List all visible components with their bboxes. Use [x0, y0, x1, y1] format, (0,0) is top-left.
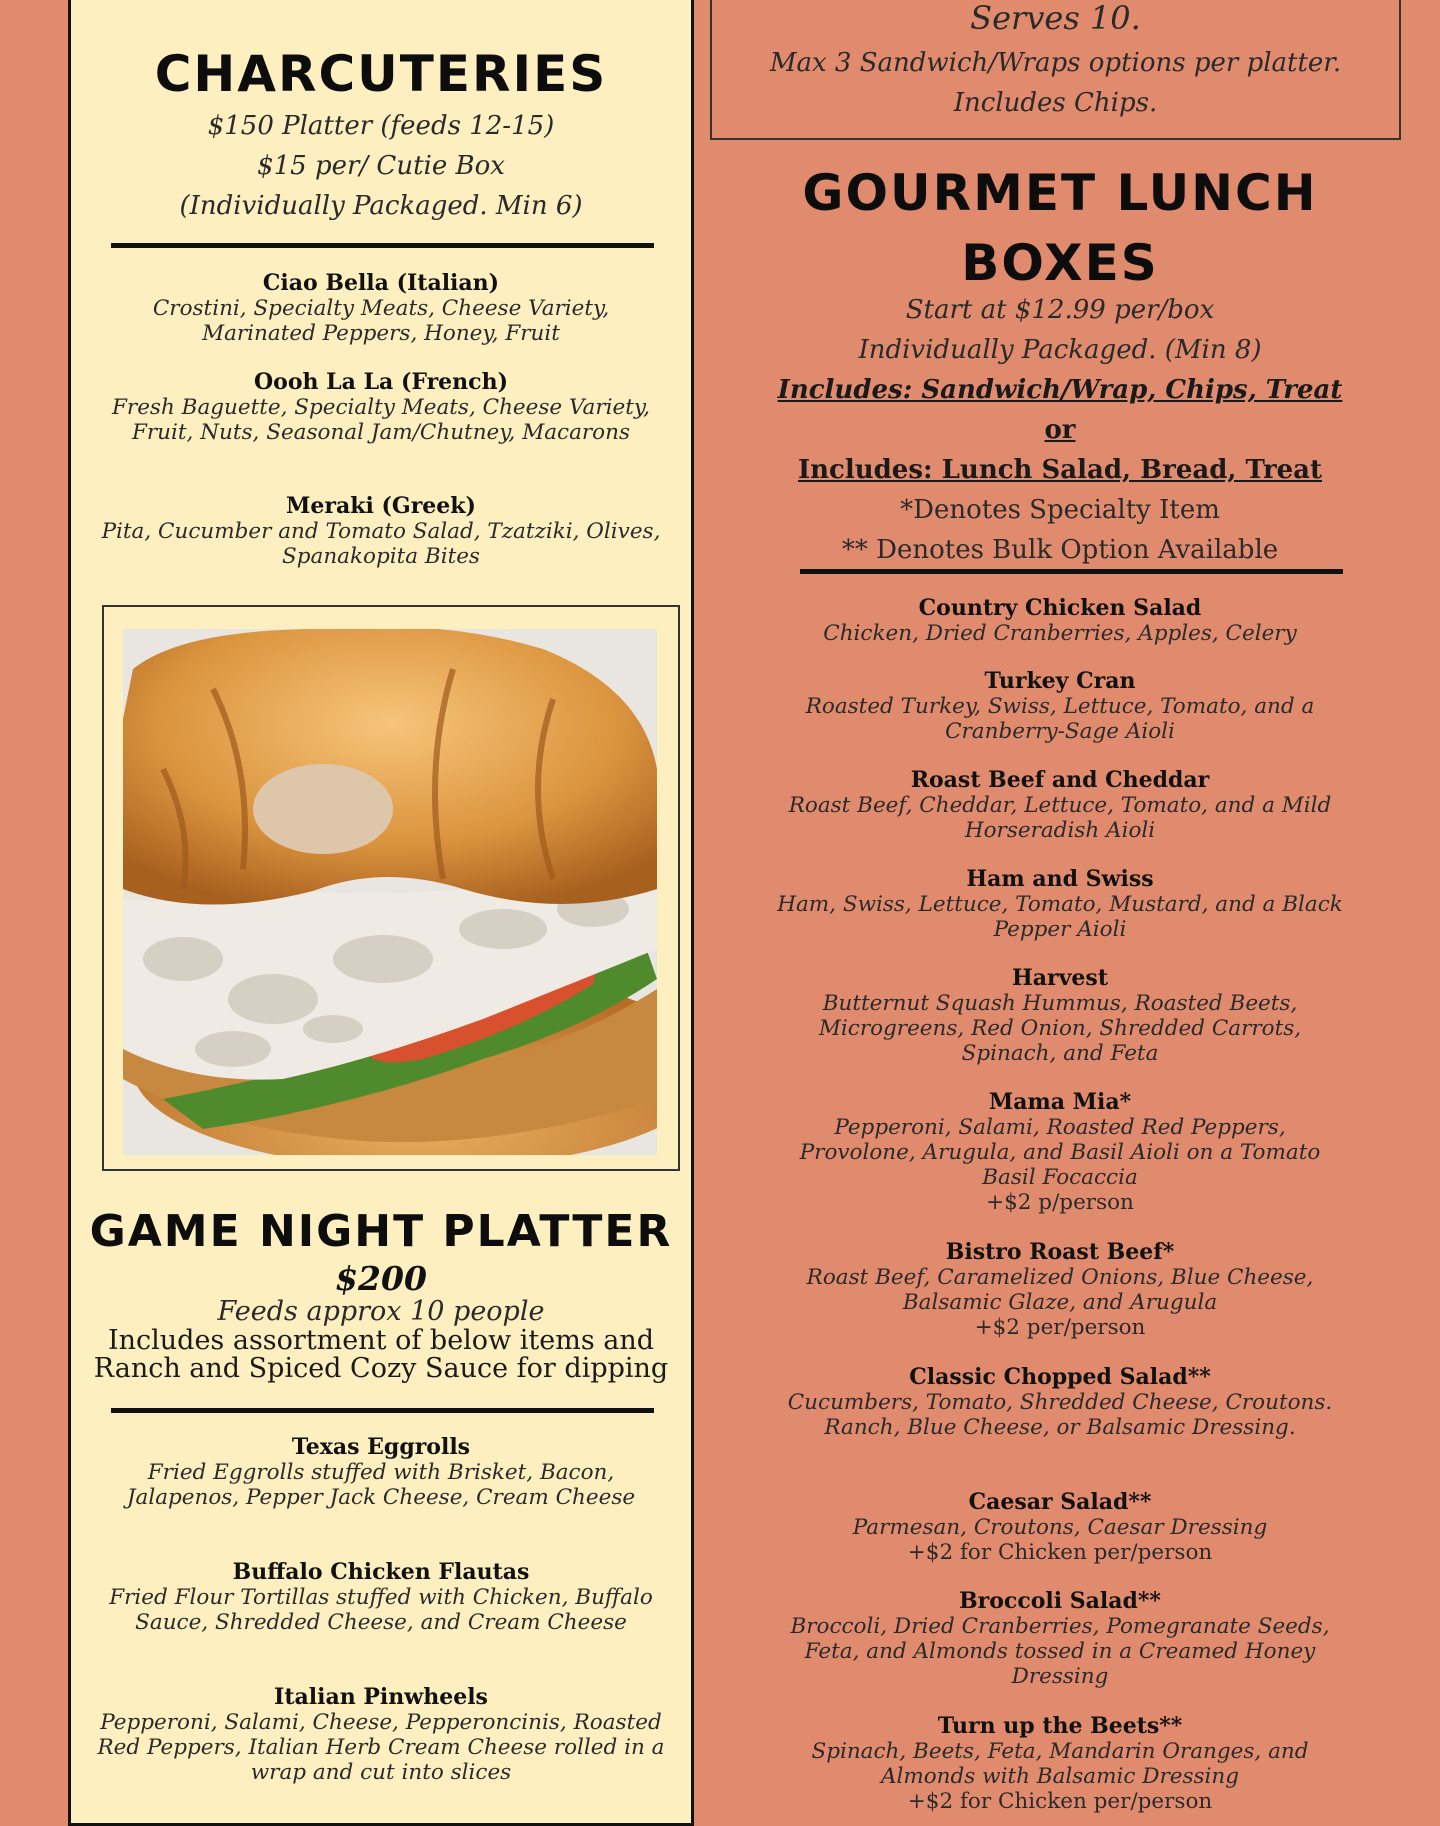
menu-item-desc: Pita, Cucumber and Tomato Salad, Tzatziki, Olives, [101, 519, 661, 544]
menu-item-roast-beef-cheddar [750, 768, 1370, 843]
gourmet-or: or [1044, 415, 1076, 445]
left-menu-panel [68, 0, 694, 1826]
gourmet-heading-line: BOXES [961, 234, 1159, 292]
menu-item-name: Country Chicken Salad [918, 595, 1202, 621]
menu-item-turkey-cran [750, 669, 1370, 744]
menu-item-ham-and-swiss [750, 867, 1370, 942]
sandwich-platter-box [710, 0, 1401, 140]
menu-item-desc: Sauce, Shredded Cheese, and Cream Cheese [135, 1610, 627, 1635]
charcuteries-heading: CHARCUTERIES [154, 45, 608, 103]
menu-item-desc: Dressing [1011, 1664, 1109, 1689]
menu-item-desc: Broccoli, Dried Cranberries, Pomegranate Seeds, [790, 1614, 1330, 1639]
menu-item-desc: Chicken, Dried Cranberries, Apples, Celery [823, 621, 1297, 646]
menu-item-name: Broccoli Salad** [959, 1588, 1161, 1614]
menu-item-desc: Almonds with Balsamic Dressing [880, 1764, 1240, 1789]
menu-item-italian-pinwheels [81, 1685, 681, 1785]
menu-item-harvest [750, 966, 1370, 1066]
gourmet-includes-option-2: Includes: Lunch Salad, Bread, Treat [797, 455, 1323, 485]
menu-item-desc: Spinach, and Feta [961, 1041, 1159, 1066]
menu-item-name: Mama Mia* [988, 1089, 1132, 1115]
menu-item-bistro-roast-beef [750, 1240, 1370, 1341]
menu-item-meraki [81, 494, 681, 569]
photo-frame [102, 605, 680, 1171]
menu-item-desc: Horseradish Aioli [964, 818, 1156, 843]
game-night-desc-line: Ranch and Spiced Cozy Sauce for dipping [93, 1353, 669, 1384]
menu-item-caesar-salad [750, 1490, 1370, 1566]
charcuteries-price-line: $150 Platter (feeds 12-15) [207, 111, 555, 141]
menu-item-texas-eggrolls [81, 1435, 681, 1510]
menu-item-name: Ciao Bella (Italian) [262, 270, 500, 296]
specialty-note: *Denotes Specialty Item [900, 495, 1220, 525]
menu-item-desc: Fried Eggrolls stuffed with Brisket, Bacon, [147, 1460, 615, 1485]
gourmet-includes-option-1: Includes: Sandwich/Wrap, Chips, Treat [777, 375, 1343, 405]
menu-item-desc: Fresh Baguette, Specialty Meats, Cheese Variety, [112, 395, 650, 420]
menu-item-upcharge: +$2 for Chicken per/person [907, 1540, 1213, 1565]
menu-item-name: Harvest [1012, 965, 1108, 991]
menu-item-desc: Basil Focaccia [982, 1165, 1138, 1190]
menu-item-desc: Butternut Squash Hummus, Roasted Beets, [822, 991, 1298, 1016]
right-menu-panel [700, 0, 1440, 1814]
game-night-desc-line: Includes assortment of below items and [107, 1325, 655, 1356]
menu-item-desc: wrap and cut into slices [250, 1760, 512, 1785]
menu-item-buffalo-chicken-flautas [81, 1560, 681, 1635]
menu-item-desc: Cucumbers, Tomato, Shredded Cheese, Croutons. [787, 1390, 1333, 1415]
gourmet-start-price: Start at $12.99 per/box [905, 295, 1215, 325]
menu-item-desc: Fried Flour Tortillas stuffed with Chicken, Buffalo [109, 1585, 653, 1610]
menu-item-desc: Red Peppers, Italian Herb Cream Cheese rolled in a [97, 1735, 665, 1760]
menu-item-desc: Roasted Turkey, Swiss, Lettuce, Tomato, and a [805, 694, 1315, 719]
menu-item-name: Buffalo Chicken Flautas [232, 1559, 530, 1585]
menu-item-upcharge: +$2 per/person [974, 1315, 1146, 1340]
croissant-sandwich-photo [123, 629, 657, 1155]
menu-item-oooh-la-la [81, 370, 681, 445]
menu-item-desc: Roast Beef, Caramelized Onions, Blue Cheese, [806, 1265, 1314, 1290]
menu-item-name: Turkey Cran [984, 668, 1136, 694]
menu-item-desc: Spanakopita Bites [282, 544, 480, 569]
menu-item-mama-mia [750, 1090, 1370, 1216]
menu-item-country-chicken-salad [750, 596, 1370, 646]
menu-item-upcharge: +$2 for Chicken per/person [907, 1789, 1213, 1814]
menu-item-name: Turn up the Beets** [937, 1713, 1183, 1739]
menu-item-desc: Pepperoni, Salami, Roasted Red Peppers, [834, 1115, 1286, 1140]
menu-item-name: Ham and Swiss [966, 866, 1154, 892]
menu-item-desc: Marinated Peppers, Honey, Fruit [202, 321, 560, 346]
game-night-description [91, 1327, 671, 1383]
menu-item-desc: Parmesan, Croutons, Caesar Dressing [852, 1515, 1268, 1540]
menu-item-desc: Jalapenos, Pepper Jack Cheese, Cream Cheese [126, 1485, 636, 1510]
game-night-heading: GAME NIGHT PLATTER [89, 1206, 673, 1257]
section-divider [111, 1408, 654, 1413]
menu-item-name: Roast Beef and Cheddar [910, 767, 1210, 793]
menu-item-name: Classic Chopped Salad** [909, 1364, 1211, 1390]
game-night-feeds: Feeds approx 10 people [217, 1296, 545, 1327]
gourmet-packaged: Individually Packaged. (Min 8) [858, 335, 1262, 365]
menu-item-desc: Ham, Swiss, Lettuce, Tomato, Mustard, and a Black [777, 892, 1343, 917]
menu-item-name: Bistro Roast Beef* [945, 1239, 1175, 1265]
charcuteries-price-line: (Individually Packaged. Min 6) [179, 191, 583, 221]
menu-item-broccoli-salad [750, 1589, 1370, 1689]
menu-item-desc: Spinach, Beets, Feta, Mandarin Oranges, and [811, 1739, 1309, 1764]
gourmet-pricing-info [750, 290, 1370, 570]
menu-item-name: Caesar Salad** [968, 1489, 1152, 1515]
menu-item-classic-chopped-salad [750, 1365, 1370, 1440]
section-divider [800, 569, 1343, 574]
charcuteries-price-line: $15 per/ Cutie Box [257, 151, 505, 181]
charcuteries-pricing [71, 106, 691, 226]
menu-item-desc: Crostini, Specialty Meats, Cheese Variety, [152, 296, 610, 321]
menu-item-desc: Microgreens, Red Onion, Shredded Carrots, [818, 1016, 1302, 1041]
platter-serves: Serves 10. [970, 0, 1141, 37]
bulk-note: ** Denotes Bulk Option Available [841, 535, 1279, 565]
menu-item-ciao-bella [81, 271, 681, 346]
menu-item-desc: Ranch, Blue Cheese, or Balsamic Dressing. [824, 1415, 1296, 1440]
menu-item-name: Meraki (Greek) [286, 493, 476, 519]
menu-item-desc: Roast Beef, Cheddar, Lettuce, Tomato, and a Mild [788, 793, 1332, 818]
gourmet-heading-line: GOURMET LUNCH [802, 164, 1318, 222]
platter-detail-line: Includes Chips. [953, 88, 1158, 118]
menu-item-name: Oooh La La (French) [254, 369, 508, 395]
menu-item-name: Italian Pinwheels [274, 1684, 488, 1710]
gourmet-lunch-boxes-heading [760, 158, 1360, 298]
menu-item-desc: Pepperoni, Salami, Cheese, Pepperoncinis, Roasted [100, 1710, 662, 1735]
menu-item-upcharge: +$2 p/person [986, 1190, 1134, 1215]
menu-item-name: Texas Eggrolls [291, 1434, 471, 1460]
section-divider [111, 243, 654, 248]
menu-item-desc: Balsamic Glaze, and Arugula [902, 1290, 1218, 1315]
game-night-price: $200 [335, 1259, 427, 1298]
menu-item-desc: Feta, and Almonds tossed in a Creamed Honey [804, 1639, 1316, 1664]
platter-detail-line: Max 3 Sandwich/Wraps options per platter. [769, 48, 1342, 78]
menu-item-desc: Fruit, Nuts, Seasonal Jam/Chutney, Macarons [131, 420, 631, 445]
menu-item-desc: Cranberry-Sage Aioli [945, 719, 1175, 744]
croissant-sandwich-icon [123, 629, 657, 1155]
platter-details [712, 43, 1399, 123]
menu-item-desc: Pepper Aioli [993, 917, 1127, 942]
menu-item-desc: Provolone, Arugula, and Basil Aioli on a Tomato [799, 1140, 1321, 1165]
